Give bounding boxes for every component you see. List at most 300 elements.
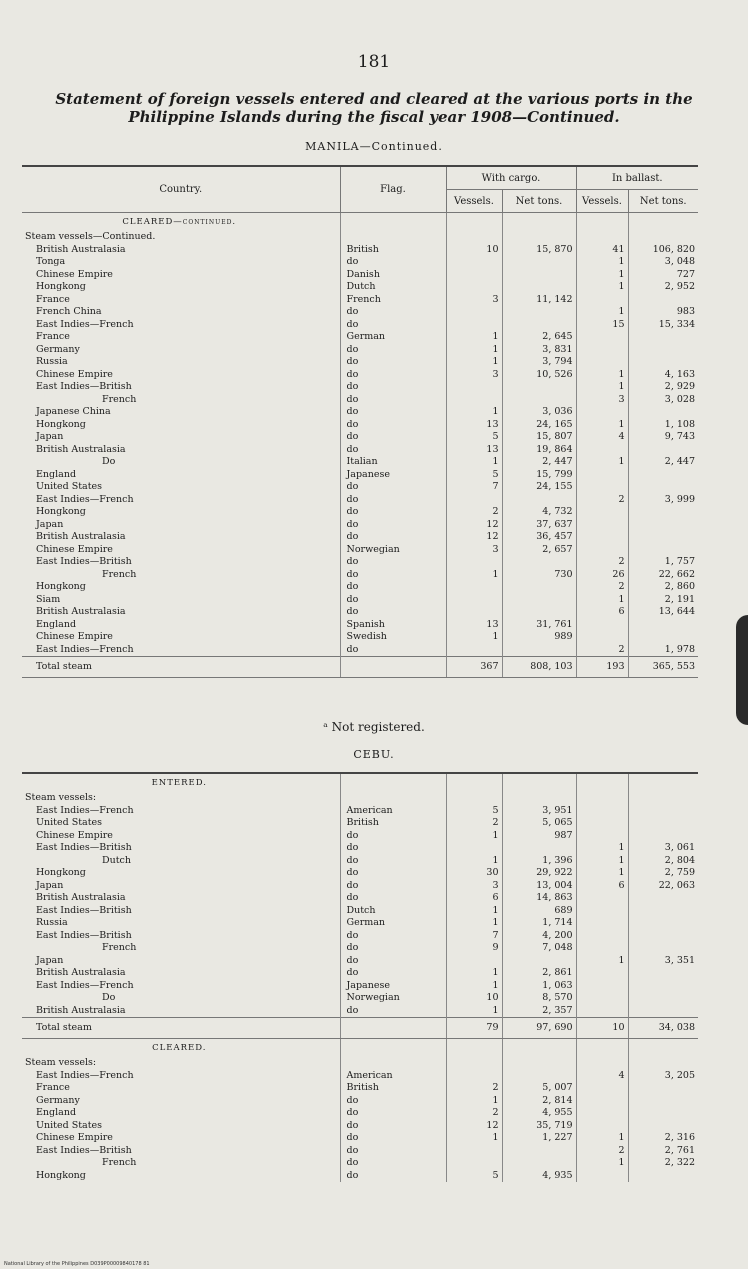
table-row [22, 344, 698, 357]
cargo-tons-cell: 37, 637 [502, 519, 576, 532]
table-row [22, 356, 698, 369]
cargo-tons-cell: 7, 048 [502, 942, 576, 955]
table-row [22, 581, 698, 594]
ballast-vessels-cell [576, 444, 628, 457]
country-cell: French China [22, 306, 340, 319]
cargo-vessels-cell: 1 [446, 569, 502, 582]
ballast-tons-cell [628, 817, 698, 830]
table-row [22, 431, 698, 444]
ballast-vessels-cell [576, 967, 628, 980]
ballast-tons-cell [628, 905, 698, 918]
ballast-vessels-cell [576, 930, 628, 943]
cargo-vessels-cell: 5 [446, 469, 502, 482]
ballast-vessels-cell [576, 544, 628, 557]
ballast-vessels-cell: 1 [576, 855, 628, 868]
ballast-vessels-cell [576, 344, 628, 357]
flag-cell: do [340, 256, 446, 269]
ballast-vessels-cell [576, 905, 628, 918]
ballast-vessels-cell [576, 619, 628, 632]
ballast-tons-cell [628, 344, 698, 357]
country-cell: Chinese Empire [22, 631, 340, 644]
cargo-vessels-cell: 13 [446, 444, 502, 457]
empty-cell [502, 213, 576, 232]
cargo-tons-cell: 13, 004 [502, 880, 576, 893]
cargo-vessels-cell [446, 594, 502, 607]
ballast-vessels-cell: 1 [576, 1157, 628, 1170]
cargo-vessels-cell: 1 [446, 406, 502, 419]
empty-cell [576, 773, 628, 792]
cargo-tons-cell: 2, 657 [502, 544, 576, 557]
cargo-tons-cell: 3, 951 [502, 805, 576, 818]
empty-cell [628, 1039, 698, 1058]
ballast-vessels-cell: 2 [576, 644, 628, 657]
cargo-vessels-cell [446, 394, 502, 407]
section-row [22, 792, 698, 805]
ballast-tons-cell [628, 619, 698, 632]
table-row [22, 1120, 698, 1133]
cebu-heading: CEBU. [353, 748, 395, 761]
flag-cell: do [340, 967, 446, 980]
ballast-vessels-cell: 1 [576, 456, 628, 469]
ballast-tons-cell [628, 805, 698, 818]
empty-cell [502, 231, 576, 244]
cargo-vessels-cell: 3 [446, 369, 502, 382]
cargo-vessels-cell: 2 [446, 817, 502, 830]
ballast-tons-cell: 106, 820 [652, 243, 695, 255]
cargo-vessels-cell: 2 [446, 506, 502, 519]
country-cell: Chinese Empire [22, 830, 340, 843]
flag-cell: do [340, 306, 446, 319]
ballast-tons-cell: 3, 028 [664, 393, 695, 405]
cargo-tons-cell [502, 644, 576, 657]
ballast-vessels-cell: 3 [576, 394, 628, 407]
country-cell: Hongkong [22, 506, 340, 519]
cargo-tons-cell [502, 319, 576, 332]
table-row [22, 644, 698, 657]
flag-cell: do [340, 369, 446, 382]
ballast-vessels-cell [576, 817, 628, 830]
cargo-tons-cell: 15, 870 [502, 244, 576, 257]
section-row [22, 773, 698, 792]
cargo-vessels-cell: 1 [446, 1132, 502, 1145]
empty-cell [628, 213, 698, 232]
table-row [22, 519, 698, 532]
ballast-vessels-cell: 1 [576, 269, 628, 282]
country-cell: British Australasia [22, 967, 340, 980]
ballast-tons-cell: 2, 952 [664, 281, 695, 292]
ballast-tons-cell: 2, 447 [664, 456, 695, 467]
country-cell: French [22, 569, 340, 582]
header-net-tons: Net tons. [628, 190, 698, 213]
ballast-tons-cell: 2, 761 [664, 1144, 695, 1156]
cargo-vessels-cell: 1 [446, 855, 502, 868]
table-row [22, 331, 698, 344]
country-cell: British Australasia [22, 1005, 340, 1018]
cargo-tons-cell: 15, 799 [502, 469, 576, 482]
flag-cell: French [340, 294, 446, 307]
empty-cell [576, 1057, 628, 1070]
ballast-vessels-cell [576, 631, 628, 644]
total-cargo-vessels: 79 [446, 1018, 502, 1039]
ballast-tons-cell: 983 [676, 306, 695, 317]
flag-cell: Dutch [340, 905, 446, 918]
section-label: Steam vessels: [22, 1057, 340, 1070]
cargo-vessels-cell [446, 269, 502, 282]
cargo-vessels-cell [446, 1157, 502, 1170]
flag-cell: do [340, 319, 446, 332]
flag-cell: Japanese [340, 469, 446, 482]
ballast-tons-cell [628, 917, 698, 930]
cargo-tons-cell: 2, 814 [502, 1095, 576, 1108]
country-cell: Hongkong [22, 867, 340, 880]
ballast-tons-cell [628, 356, 698, 369]
flag-cell: do [340, 581, 446, 594]
total-ballast-tons: 34, 038 [628, 1018, 698, 1039]
table-row [22, 506, 698, 519]
ballast-vessels-cell: 1 [576, 419, 628, 432]
flag-cell: do [340, 356, 446, 369]
cargo-tons-cell: 14, 863 [502, 892, 576, 905]
cargo-vessels-cell [446, 1145, 502, 1158]
country-cell: French [22, 1157, 340, 1170]
cargo-tons-cell [502, 556, 576, 569]
cargo-vessels-cell: 5 [446, 431, 502, 444]
ballast-tons-cell [628, 1120, 698, 1133]
country-cell: East Indies—French [22, 980, 340, 993]
cargo-tons-cell: 1, 063 [502, 980, 576, 993]
country-cell: East Indies—French [22, 319, 340, 332]
ballast-tons-cell: 3, 048 [664, 256, 695, 267]
ballast-vessels-cell [576, 1005, 628, 1018]
manila-table [22, 165, 698, 678]
flag-cell: do [340, 381, 446, 394]
flag-cell: do [340, 556, 446, 569]
ballast-vessels-cell [576, 356, 628, 369]
cargo-tons-cell: 3, 036 [502, 406, 576, 419]
cargo-vessels-cell: 10 [446, 992, 502, 1005]
cargo-vessels-cell: 10 [446, 244, 502, 257]
header-country: Country. [22, 166, 340, 213]
table-row [22, 1070, 698, 1083]
total-label: Total steam [22, 1018, 340, 1039]
cargo-tons-cell [502, 581, 576, 594]
table-row [22, 494, 698, 507]
ballast-vessels-cell: 26 [576, 569, 628, 582]
table-row [22, 1157, 698, 1170]
empty-cell [576, 213, 628, 232]
ballast-tons-cell: 727 [676, 268, 695, 280]
ballast-vessels-cell: 2 [576, 556, 628, 569]
country-cell: East Indies—French [22, 494, 340, 507]
cargo-tons-cell: 24, 165 [502, 419, 576, 432]
table-row [22, 830, 698, 843]
total-cargo-tons: 808, 103 [502, 657, 576, 678]
flag-cell: do [340, 431, 446, 444]
table-row [22, 1005, 698, 1018]
ballast-tons-cell: 2, 322 [664, 1157, 695, 1168]
ballast-vessels-cell [576, 1082, 628, 1095]
table-row [22, 805, 698, 818]
ballast-vessels-cell: 1 [576, 256, 628, 269]
flag-cell: do [340, 344, 446, 357]
flag-cell: do [340, 867, 446, 880]
empty-cell [628, 1057, 698, 1070]
cargo-vessels-cell: 3 [446, 544, 502, 557]
cargo-vessels-cell: 13 [446, 419, 502, 432]
cargo-tons-cell: 8, 570 [502, 992, 576, 1005]
cargo-vessels-cell: 3 [446, 880, 502, 893]
ballast-tons-cell [628, 1107, 698, 1120]
cargo-tons-cell: 29, 922 [502, 867, 576, 880]
flag-cell: do [340, 406, 446, 419]
table-row [22, 419, 698, 432]
section-row [22, 1057, 698, 1070]
flag-cell: do [340, 644, 446, 657]
country-cell: United States [22, 1120, 340, 1133]
country-cell: France [22, 1082, 340, 1095]
ballast-vessels-cell [576, 942, 628, 955]
cargo-tons-cell: 730 [502, 569, 576, 582]
flag-cell: British [340, 1082, 446, 1095]
ballast-vessels-cell [576, 980, 628, 993]
cargo-tons-cell: 4, 732 [502, 506, 576, 519]
header-in-ballast: In ballast. [576, 166, 698, 190]
country-cell: East Indies—British [22, 1145, 340, 1158]
flag-cell: do [340, 1107, 446, 1120]
cargo-vessels-cell [446, 556, 502, 569]
ballast-vessels-cell [576, 469, 628, 482]
table-row [22, 1107, 698, 1120]
empty-cell [446, 773, 502, 792]
table-row [22, 967, 698, 980]
country-cell: United States [22, 817, 340, 830]
flag-cell: Dutch [340, 281, 446, 294]
ballast-vessels-cell [576, 830, 628, 843]
ballast-vessels-cell: 1 [576, 381, 628, 394]
ballast-vessels-cell: 1 [576, 594, 628, 607]
empty-cell [446, 1039, 502, 1058]
table-row [22, 1082, 698, 1095]
ballast-tons-cell: 2, 860 [664, 581, 695, 592]
cargo-tons-cell: 24, 155 [502, 481, 576, 494]
country-cell: East Indies—British [22, 905, 340, 918]
cargo-tons-cell [502, 1145, 576, 1158]
empty-cell [502, 773, 576, 792]
ballast-vessels-cell [576, 481, 628, 494]
ballast-tons-cell [628, 331, 698, 344]
total-label: Total steam [22, 657, 340, 678]
ballast-vessels-cell [576, 531, 628, 544]
ballast-vessels-cell [576, 992, 628, 1005]
table-row [22, 1132, 698, 1145]
country-cell: Dutch [22, 855, 340, 868]
country-cell: British Australasia [22, 892, 340, 905]
footnote: ᵃ Not registered. [323, 720, 425, 734]
ballast-tons-cell [628, 967, 698, 980]
ballast-tons-cell [628, 444, 698, 457]
cargo-tons-cell: 3, 831 [502, 344, 576, 357]
cargo-vessels-cell: 5 [446, 1170, 502, 1183]
ballast-tons-cell: 22, 662 [658, 568, 695, 580]
flag-cell: do [340, 494, 446, 507]
country-cell: Chinese Empire [22, 544, 340, 557]
cargo-tons-cell: 5, 007 [502, 1082, 576, 1095]
country-cell: France [22, 294, 340, 307]
cargo-vessels-cell [446, 281, 502, 294]
country-cell: England [22, 1107, 340, 1120]
ballast-tons-cell [628, 406, 698, 419]
flag-cell: Japanese [340, 980, 446, 993]
country-cell: British Australasia [22, 444, 340, 457]
table-row [22, 1170, 698, 1183]
table-row [22, 394, 698, 407]
country-cell: East Indies—French [22, 644, 340, 657]
cargo-tons-cell: 36, 457 [502, 531, 576, 544]
ballast-vessels-cell [576, 519, 628, 532]
empty-cell [576, 1039, 628, 1058]
cebu-table [22, 772, 698, 1182]
cargo-tons-cell: 19, 864 [502, 444, 576, 457]
ballast-tons-cell [628, 930, 698, 943]
section-row [22, 231, 698, 244]
ballast-vessels-cell [576, 506, 628, 519]
table-row [22, 955, 698, 968]
flag-cell: do [340, 880, 446, 893]
empty-cell [446, 1057, 502, 1070]
cargo-tons-cell: 4, 955 [502, 1107, 576, 1120]
page-title [24, 90, 724, 126]
ballast-tons-cell [628, 1095, 698, 1108]
cargo-tons-cell: 2, 447 [502, 456, 576, 469]
cargo-tons-cell: 2, 645 [502, 331, 576, 344]
flag-cell: do [340, 1145, 446, 1158]
cargo-tons-cell: 11, 142 [502, 294, 576, 307]
table-row [22, 256, 698, 269]
country-cell: British Australasia [22, 244, 340, 257]
cargo-tons-cell [502, 494, 576, 507]
total-row [22, 657, 698, 678]
header-vessels: Vessels. [576, 190, 628, 213]
empty-cell [628, 773, 698, 792]
flag-cell: do [340, 942, 446, 955]
cargo-vessels-cell: 3 [446, 294, 502, 307]
flag-cell: do [340, 930, 446, 943]
total-cargo-tons: 97, 690 [502, 1018, 576, 1039]
ballast-tons-cell: 2, 929 [664, 381, 695, 392]
ballast-vessels-cell: 2 [576, 1145, 628, 1158]
cargo-tons-cell [502, 842, 576, 855]
table-row [22, 444, 698, 457]
cargo-tons-cell: 2, 357 [502, 1005, 576, 1018]
ballast-vessels-cell: 1 [576, 306, 628, 319]
country-cell: Hongkong [22, 1170, 340, 1183]
cargo-tons-cell: 5, 065 [502, 817, 576, 830]
table-row [22, 842, 698, 855]
flag-cell: do [340, 519, 446, 532]
table-row [22, 606, 698, 619]
cargo-tons-cell [502, 594, 576, 607]
total-flag [340, 1018, 446, 1039]
table-row [22, 244, 698, 257]
cargo-tons-cell: 989 [502, 631, 576, 644]
ballast-tons-cell [628, 469, 698, 482]
cargo-vessels-cell: 1 [446, 980, 502, 993]
country-cell: England [22, 469, 340, 482]
country-cell: East Indies—British [22, 556, 340, 569]
flag-cell: do [340, 506, 446, 519]
table-row [22, 867, 698, 880]
country-cell: Japan [22, 880, 340, 893]
table-row [22, 556, 698, 569]
cargo-vessels-cell: 1 [446, 917, 502, 930]
flag-cell: do [340, 830, 446, 843]
ballast-vessels-cell [576, 892, 628, 905]
section-label: CLEARED—continued. [22, 213, 340, 232]
flag-cell: Norwegian [340, 992, 446, 1005]
empty-cell [576, 231, 628, 244]
cargo-vessels-cell [446, 306, 502, 319]
ballast-tons-cell [628, 1170, 698, 1183]
country-cell: United States [22, 481, 340, 494]
cargo-vessels-cell [446, 494, 502, 507]
flag-cell: do [340, 569, 446, 582]
cargo-vessels-cell: 6 [446, 892, 502, 905]
ballast-tons-cell: 3, 351 [664, 954, 695, 966]
cargo-tons-cell [502, 955, 576, 968]
country-cell: Siam [22, 594, 340, 607]
empty-cell [446, 231, 502, 244]
empty-cell [340, 231, 446, 244]
flag-cell: American [340, 805, 446, 818]
ballast-tons-cell [628, 942, 698, 955]
country-cell: French [22, 942, 340, 955]
table-row [22, 892, 698, 905]
table-row [22, 269, 698, 282]
header-vessels: Vessels. [446, 190, 502, 213]
cargo-tons-cell: 3, 794 [502, 356, 576, 369]
flag-cell: do [340, 1132, 446, 1145]
section-label: Steam vessels: [22, 792, 340, 805]
table-row [22, 930, 698, 943]
ballast-tons-cell: 2, 804 [664, 854, 695, 866]
ballast-vessels-cell: 4 [576, 1070, 628, 1083]
empty-cell [340, 1039, 446, 1058]
table-row [22, 619, 698, 632]
scan-credit: National Library of the Philippines D039P00009840178 81 [4, 1261, 150, 1267]
ballast-tons-cell: 4, 163 [664, 368, 695, 380]
empty-cell [340, 792, 446, 805]
empty-cell [446, 792, 502, 805]
country-cell: Japanese China [22, 406, 340, 419]
ballast-tons-cell [628, 481, 698, 494]
cargo-vessels-cell [446, 606, 502, 619]
empty-cell [340, 213, 446, 232]
flag-cell: do [340, 481, 446, 494]
country-cell: East Indies—French [22, 1070, 340, 1083]
ballast-vessels-cell [576, 1170, 628, 1183]
country-cell: France [22, 331, 340, 344]
ballast-tons-cell: 1, 108 [664, 418, 695, 430]
empty-cell [340, 1057, 446, 1070]
cargo-vessels-cell [446, 256, 502, 269]
country-cell: Japan [22, 955, 340, 968]
ballast-vessels-cell: 6 [576, 606, 628, 619]
country-cell: East Indies—British [22, 842, 340, 855]
cargo-vessels-cell: 7 [446, 930, 502, 943]
flag-cell: do [340, 842, 446, 855]
table-row [22, 481, 698, 494]
header-with-cargo: With cargo. [446, 166, 576, 190]
